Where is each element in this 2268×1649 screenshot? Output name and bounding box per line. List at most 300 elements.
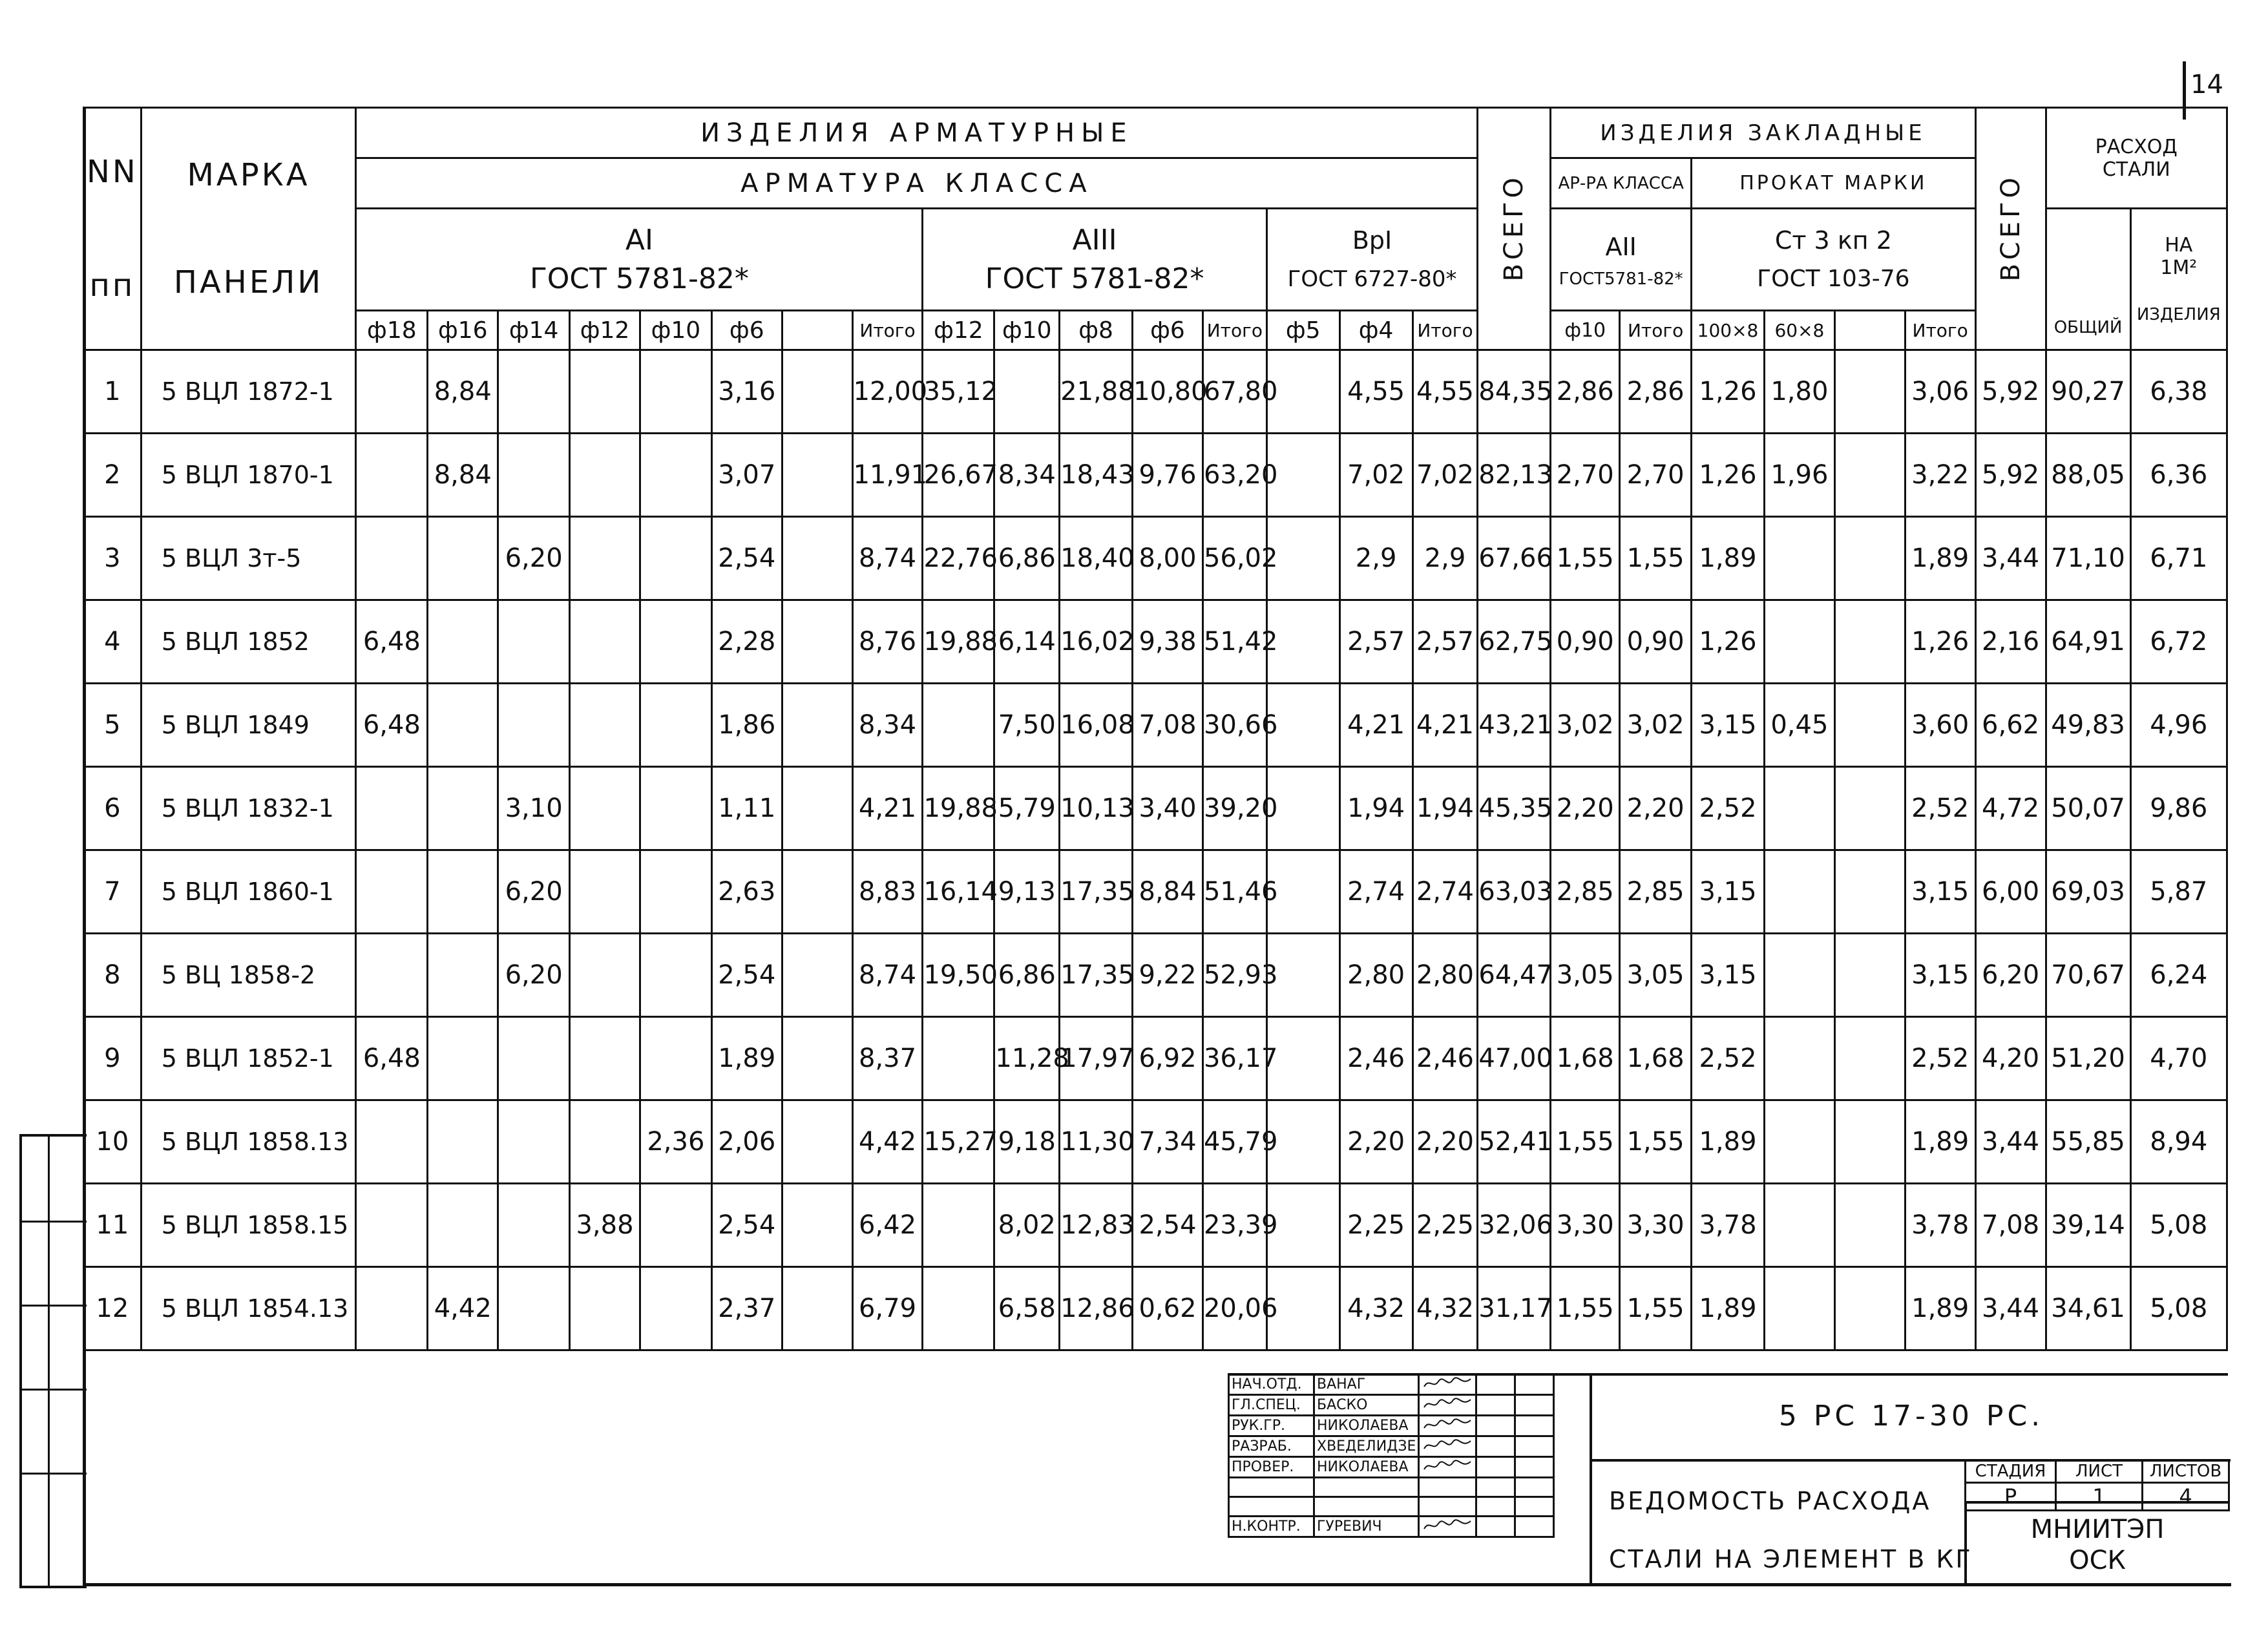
col-a2-d10: ф10 — [1551, 311, 1620, 350]
table-cell — [640, 684, 711, 767]
col-st3-60x8: 60×8 — [1764, 311, 1834, 350]
table-cell — [1834, 1184, 1905, 1267]
document-code: 5 РС 17-30 РС. — [1590, 1373, 2231, 1459]
table-row — [84, 1017, 2227, 1100]
table-row — [84, 434, 2227, 517]
col-a1-blank — [782, 311, 852, 350]
table-cell: 2,54 — [711, 1184, 782, 1267]
table-cell — [640, 850, 711, 934]
table-cell: 6,20 — [498, 517, 570, 600]
table-cell: 3,05 — [1620, 934, 1692, 1017]
table-cell: 19,88 — [923, 767, 994, 850]
rebar-products-header: ИЗДЕЛИЯ АРМАТУРНЫЕ — [356, 108, 1478, 158]
table-cell: 8,84 — [428, 434, 498, 517]
steel-usage-header: РАСХОД СТАЛИ — [2046, 108, 2227, 209]
signature-role: НАЧ.ОТД. — [1229, 1374, 1314, 1395]
table-cell — [356, 517, 428, 600]
col-a2-total: Итого — [1620, 311, 1692, 350]
signature-scribble — [1422, 1396, 1473, 1411]
table-cell — [1266, 1267, 1339, 1350]
date-cell — [1476, 1497, 1515, 1517]
signature-scribble — [1422, 1416, 1473, 1432]
table-cell — [782, 1017, 852, 1100]
table-cell: 1,80 — [1764, 350, 1834, 434]
table-cell — [1834, 1100, 1905, 1184]
table-cell: 18,43 — [1060, 434, 1133, 517]
row-number: 1 — [84, 350, 142, 434]
table-cell — [1266, 767, 1339, 850]
row-number: 12 — [84, 1267, 142, 1350]
table-row — [84, 934, 2227, 1017]
table-row — [84, 1267, 2227, 1350]
date-cell — [1476, 1478, 1515, 1497]
table-cell: 20,06 — [1202, 1267, 1266, 1350]
sheets-label: ЛИСТОВ — [2143, 1460, 2229, 1483]
table-cell: 17,35 — [1060, 934, 1133, 1017]
table-cell: 5,08 — [2130, 1267, 2227, 1350]
table-cell: 62,75 — [1478, 600, 1551, 684]
table-cell: 1,96 — [1764, 434, 1834, 517]
table-cell: 52,41 — [1478, 1100, 1551, 1184]
table-cell: 12,83 — [1060, 1184, 1133, 1267]
table-cell: 4,42 — [852, 1100, 923, 1184]
table-cell: 16,08 — [1060, 684, 1133, 767]
table-row — [84, 517, 2227, 600]
table-cell — [570, 434, 640, 517]
table-cell — [1764, 767, 1834, 850]
table-cell: 4,55 — [1339, 350, 1412, 434]
table-cell — [498, 1184, 570, 1267]
table-cell — [1834, 767, 1905, 850]
table-cell: 9,13 — [994, 850, 1060, 934]
table-cell: 56,02 — [1202, 517, 1266, 600]
table-cell: 69,03 — [2046, 850, 2130, 934]
organization: МНИИТЭП ОСК — [1964, 1501, 2228, 1583]
handwritten-signature — [1419, 1416, 1476, 1436]
table-cell — [428, 600, 498, 684]
table-cell — [428, 767, 498, 850]
col-bp1-d4: ф4 — [1339, 311, 1412, 350]
table-cell: 19,88 — [923, 600, 994, 684]
table-cell: 6,42 — [852, 1184, 923, 1267]
table-cell: 19,50 — [923, 934, 994, 1017]
table-cell — [782, 934, 852, 1017]
table-cell — [640, 517, 711, 600]
table-cell: 52,93 — [1202, 934, 1266, 1017]
row-number: 2 — [84, 434, 142, 517]
table-cell: 64,91 — [2046, 600, 2130, 684]
table-cell: 6,48 — [356, 684, 428, 767]
table-cell — [1834, 1017, 1905, 1100]
panel-marka: 5 ВЦЛ 1852-1 — [141, 1017, 356, 1100]
table-cell: 2,36 — [640, 1100, 711, 1184]
table-cell — [782, 434, 852, 517]
table-cell: 63,03 — [1478, 850, 1551, 934]
table-cell: 34,61 — [2046, 1267, 2130, 1350]
blank-cell — [1515, 1457, 1554, 1478]
table-cell: 5,92 — [1975, 434, 2046, 517]
table-cell: 2,63 — [711, 850, 782, 934]
table-cell: 18,40 — [1060, 517, 1133, 600]
table-cell: 2,20 — [1339, 1100, 1412, 1184]
table-cell: 3,40 — [1133, 767, 1203, 850]
table-cell: 5,92 — [1975, 350, 2046, 434]
table-cell: 9,86 — [2130, 767, 2227, 850]
table-cell: 6,00 — [1975, 850, 2046, 934]
table-cell: 6,20 — [1975, 934, 2046, 1017]
handwritten-signature — [1419, 1478, 1476, 1497]
embedded-rebar-class-header: АР-РА КЛАССА — [1551, 158, 1692, 209]
panel-marka: 5 ВЦЛ 1854.13 — [141, 1267, 356, 1350]
per-m2-header: НА 1М² ИЗДЕЛИЯ — [2130, 209, 2227, 350]
signature-name: НИКОЛАЕВА — [1314, 1457, 1419, 1478]
table-cell: 2,28 — [711, 600, 782, 684]
table-cell: 51,20 — [2046, 1017, 2130, 1100]
table-cell: 7,34 — [1133, 1100, 1203, 1184]
table-cell: 31,17 — [1478, 1267, 1551, 1350]
group-bp1: ВрI ГОСТ 6727-80* — [1266, 209, 1478, 311]
table-cell: 2,16 — [1975, 600, 2046, 684]
table-cell — [1764, 1184, 1834, 1267]
col-a1-d16: ф16 — [428, 311, 498, 350]
stage-label: СТАДИЯ — [1966, 1460, 2056, 1483]
table-cell: 11,28 — [994, 1017, 1060, 1100]
table-cell: 8,84 — [428, 350, 498, 434]
table-cell: 3,30 — [1551, 1184, 1620, 1267]
table-cell: 8,94 — [2130, 1100, 2227, 1184]
table-cell: 2,86 — [1620, 350, 1692, 434]
table-cell: 4,32 — [1412, 1267, 1478, 1350]
handwritten-signature — [1419, 1436, 1476, 1457]
table-cell: 2,80 — [1339, 934, 1412, 1017]
table-cell: 8,34 — [994, 434, 1060, 517]
table-cell: 1,26 — [1905, 600, 1975, 684]
table-cell — [1266, 1184, 1339, 1267]
table-cell — [428, 934, 498, 1017]
table-cell: 43,21 — [1478, 684, 1551, 767]
panel-marka: 5 ВЦЛ 1852 — [141, 600, 356, 684]
col-a1-d6: ф6 — [711, 311, 782, 350]
table-cell: 9,38 — [1133, 600, 1203, 684]
table-cell: 63,20 — [1202, 434, 1266, 517]
table-cell: 70,67 — [2046, 934, 2130, 1017]
table-body — [84, 350, 2227, 1350]
signature-row — [1229, 1497, 1554, 1517]
table-cell — [640, 1017, 711, 1100]
table-cell: 1,26 — [1692, 600, 1765, 684]
table-cell — [356, 850, 428, 934]
row-number: 6 — [84, 767, 142, 850]
sheet-label: ЛИСТ — [2056, 1460, 2143, 1483]
date-cell — [1476, 1517, 1515, 1537]
table-cell — [1764, 600, 1834, 684]
table-cell — [782, 850, 852, 934]
group-a2: АII ГОСТ5781-82* — [1551, 209, 1692, 311]
table-cell: 8,34 — [852, 684, 923, 767]
date-cell — [1476, 1457, 1515, 1478]
row-number: 8 — [84, 934, 142, 1017]
table-cell: 8,74 — [852, 934, 923, 1017]
table-cell: 2,25 — [1339, 1184, 1412, 1267]
table-cell: 36,17 — [1202, 1017, 1266, 1100]
table-cell: 6,36 — [2130, 434, 2227, 517]
table-cell — [1266, 350, 1339, 434]
table-cell: 1,55 — [1551, 1100, 1620, 1184]
table-cell: 4,72 — [1975, 767, 2046, 850]
table-cell: 47,00 — [1478, 1017, 1551, 1100]
table-cell: 4,21 — [852, 767, 923, 850]
handwritten-signature — [1419, 1374, 1476, 1395]
table-cell — [640, 434, 711, 517]
panel-marka: 5 ВЦЛ 3т-5 — [141, 517, 356, 600]
group-a1: АI ГОСТ 5781-82* — [356, 209, 923, 311]
table-cell — [498, 1267, 570, 1350]
signature-row — [1229, 1374, 1554, 1395]
table-cell: 1,89 — [1905, 1267, 1975, 1350]
signature-row — [1229, 1416, 1554, 1436]
table-cell: 6,48 — [356, 600, 428, 684]
table-cell: 6,14 — [994, 600, 1060, 684]
rolled-marka-header: ПРОКАТ МАРКИ — [1692, 158, 1976, 209]
blank-cell — [1515, 1395, 1554, 1416]
table-cell: 2,52 — [1905, 1017, 1975, 1100]
table-cell — [1266, 684, 1339, 767]
table-cell: 64,47 — [1478, 934, 1551, 1017]
table-cell: 6,20 — [498, 934, 570, 1017]
signature-row — [1229, 1517, 1554, 1537]
table-cell — [498, 1100, 570, 1184]
table-cell: 12,00 — [852, 350, 923, 434]
col-bp1-total: Итого — [1412, 311, 1478, 350]
handwritten-signature — [1419, 1395, 1476, 1416]
table-cell: 7,02 — [1339, 434, 1412, 517]
table-cell — [570, 517, 640, 600]
handwritten-signature — [1419, 1497, 1476, 1517]
table-cell: 2,20 — [1620, 767, 1692, 850]
table-cell: 7,50 — [994, 684, 1060, 767]
table-cell — [1834, 684, 1905, 767]
table-cell: 2,80 — [1412, 934, 1478, 1017]
table-cell — [1266, 517, 1339, 600]
table-cell: 2,85 — [1551, 850, 1620, 934]
table-cell — [782, 1184, 852, 1267]
table-cell: 82,13 — [1478, 434, 1551, 517]
table-cell: 2,52 — [1692, 767, 1765, 850]
table-cell — [428, 1184, 498, 1267]
table-cell: 45,79 — [1202, 1100, 1266, 1184]
table-cell: 8,02 — [994, 1184, 1060, 1267]
table-cell — [782, 517, 852, 600]
table-cell: 55,85 — [2046, 1100, 2130, 1184]
table-cell: 7,02 — [1412, 434, 1478, 517]
table-cell — [498, 434, 570, 517]
table-cell: 2,54 — [1133, 1184, 1203, 1267]
table-cell: 17,97 — [1060, 1017, 1133, 1100]
table-cell: 2,52 — [1905, 767, 1975, 850]
table-cell: 2,74 — [1412, 850, 1478, 934]
panel-marka: 5 ВЦЛ 1858.15 — [141, 1184, 356, 1267]
table-cell — [1834, 1267, 1905, 1350]
table-cell: 67,66 — [1478, 517, 1551, 600]
signature-name: НИКОЛАЕВА — [1314, 1416, 1419, 1436]
table-cell: 5,87 — [2130, 850, 2227, 934]
table-cell: 1,68 — [1551, 1017, 1620, 1100]
table-row — [84, 1184, 2227, 1267]
table-cell: 2,06 — [711, 1100, 782, 1184]
table-cell: 6,58 — [994, 1267, 1060, 1350]
table-cell: 1,11 — [711, 767, 782, 850]
table-cell — [1834, 350, 1905, 434]
table-cell — [570, 350, 640, 434]
table-cell: 4,20 — [1975, 1017, 2046, 1100]
table-cell: 4,96 — [2130, 684, 2227, 767]
col-st3-blank — [1834, 311, 1905, 350]
table-cell: 2,20 — [1551, 767, 1620, 850]
stage-value: Р — [1966, 1483, 2056, 1511]
table-cell: 2,52 — [1692, 1017, 1765, 1100]
table-cell — [570, 850, 640, 934]
table-cell: 1,26 — [1692, 434, 1765, 517]
signature-name: ВАНАГ — [1314, 1374, 1419, 1395]
table-cell: 6,79 — [852, 1267, 923, 1350]
table-cell — [356, 1184, 428, 1267]
table-cell: 0,62 — [1133, 1267, 1203, 1350]
table-cell — [923, 1017, 994, 1100]
table-cell: 3,16 — [711, 350, 782, 434]
table-cell — [782, 1100, 852, 1184]
signature-role — [1229, 1497, 1314, 1517]
table-cell: 8,84 — [1133, 850, 1203, 934]
signature-name: ГУРЕВИЧ — [1314, 1517, 1419, 1537]
rebar-vsego-header: ВСЕГО — [1478, 108, 1551, 350]
table-cell: 3,02 — [1620, 684, 1692, 767]
table-cell: 3,78 — [1905, 1184, 1975, 1267]
table-cell: 6,24 — [2130, 934, 2227, 1017]
table-cell: 2,70 — [1551, 434, 1620, 517]
sheet-value: 1 — [2056, 1483, 2143, 1511]
table-cell: 2,25 — [1412, 1184, 1478, 1267]
table-row — [84, 684, 2227, 767]
steel-usage-table — [83, 107, 2228, 1351]
row-number: 4 — [84, 600, 142, 684]
marka-header: МАРКА ПАНЕЛИ — [141, 108, 356, 350]
table-cell: 17,35 — [1060, 850, 1133, 934]
table-row — [84, 850, 2227, 934]
table-cell — [356, 434, 428, 517]
table-cell — [1834, 434, 1905, 517]
table-cell — [570, 767, 640, 850]
table-cell: 0,90 — [1620, 600, 1692, 684]
table-cell: 3,15 — [1905, 850, 1975, 934]
table-cell: 16,14 — [923, 850, 994, 934]
col-a3-d6: ф6 — [1133, 311, 1203, 350]
table-cell — [356, 1267, 428, 1350]
table-cell: 2,57 — [1412, 600, 1478, 684]
row-number: 5 — [84, 684, 142, 767]
table-cell: 1,89 — [1692, 517, 1765, 600]
table-cell: 71,10 — [2046, 517, 2130, 600]
table-cell: 6,92 — [1133, 1017, 1203, 1100]
table-cell — [1764, 850, 1834, 934]
table-cell: 3,60 — [1905, 684, 1975, 767]
table-cell — [356, 350, 428, 434]
table-cell: 2,9 — [1339, 517, 1412, 600]
table-row — [84, 1100, 2227, 1184]
table-cell: 2,46 — [1412, 1017, 1478, 1100]
table-cell: 10,13 — [1060, 767, 1133, 850]
table-cell: 4,42 — [428, 1267, 498, 1350]
table-row — [84, 600, 2227, 684]
table-cell — [356, 934, 428, 1017]
table-cell: 7,08 — [1975, 1184, 2046, 1267]
date-cell — [1476, 1374, 1515, 1395]
signature-scribble — [1422, 1517, 1473, 1533]
table-cell: 1,55 — [1620, 1267, 1692, 1350]
table-cell — [1266, 600, 1339, 684]
table-cell — [1764, 934, 1834, 1017]
table-cell — [498, 350, 570, 434]
table-cell — [570, 600, 640, 684]
table-cell: 16,02 — [1060, 600, 1133, 684]
table-cell: 8,76 — [852, 600, 923, 684]
table-cell: 3,06 — [1905, 350, 1975, 434]
table-cell: 3,30 — [1620, 1184, 1692, 1267]
table-row — [84, 767, 2227, 850]
table-cell: 21,88 — [1060, 350, 1133, 434]
table-cell — [428, 517, 498, 600]
blank-cell — [1515, 1478, 1554, 1497]
table-cell: 8,00 — [1133, 517, 1203, 600]
table-cell — [498, 684, 570, 767]
table-cell: 39,20 — [1202, 767, 1266, 850]
table-cell: 0,45 — [1764, 684, 1834, 767]
table-cell — [1764, 517, 1834, 600]
table-cell: 3,44 — [1975, 517, 2046, 600]
col-a1-d18: ф18 — [356, 311, 428, 350]
table-cell: 67,80 — [1202, 350, 1266, 434]
table-cell: 5,08 — [2130, 1184, 2227, 1267]
table-cell: 1,94 — [1412, 767, 1478, 850]
table-cell — [1266, 434, 1339, 517]
table-cell — [640, 1267, 711, 1350]
table-cell: 1,55 — [1551, 1267, 1620, 1350]
table-cell: 49,83 — [2046, 684, 2130, 767]
row-number: 9 — [84, 1017, 142, 1100]
table-cell: 6,86 — [994, 934, 1060, 1017]
table-cell: 10,80 — [1133, 350, 1203, 434]
table-cell: 1,94 — [1339, 767, 1412, 850]
col-st3-100x8: 100×8 — [1692, 311, 1765, 350]
table-row — [84, 350, 2227, 434]
table-cell: 3,88 — [570, 1184, 640, 1267]
signature-role: ПРОВЕР. — [1229, 1457, 1314, 1478]
embedded-products-header: ИЗДЕЛИЯ ЗАКЛАДНЫЕ — [1551, 108, 1975, 158]
table-cell — [356, 767, 428, 850]
blank-cell — [1515, 1517, 1554, 1537]
signature-name — [1314, 1497, 1419, 1517]
table-cell: 8,74 — [852, 517, 923, 600]
table-cell — [923, 1184, 994, 1267]
table-cell: 4,70 — [2130, 1017, 2227, 1100]
table-cell: 12,86 — [1060, 1267, 1133, 1350]
table-cell: 3,15 — [1692, 934, 1765, 1017]
table-cell — [1764, 1100, 1834, 1184]
table-cell — [782, 684, 852, 767]
table-cell: 2,70 — [1620, 434, 1692, 517]
table-cell: 1,89 — [1905, 517, 1975, 600]
table-cell: 4,21 — [1412, 684, 1478, 767]
table-cell: 2,54 — [711, 934, 782, 1017]
